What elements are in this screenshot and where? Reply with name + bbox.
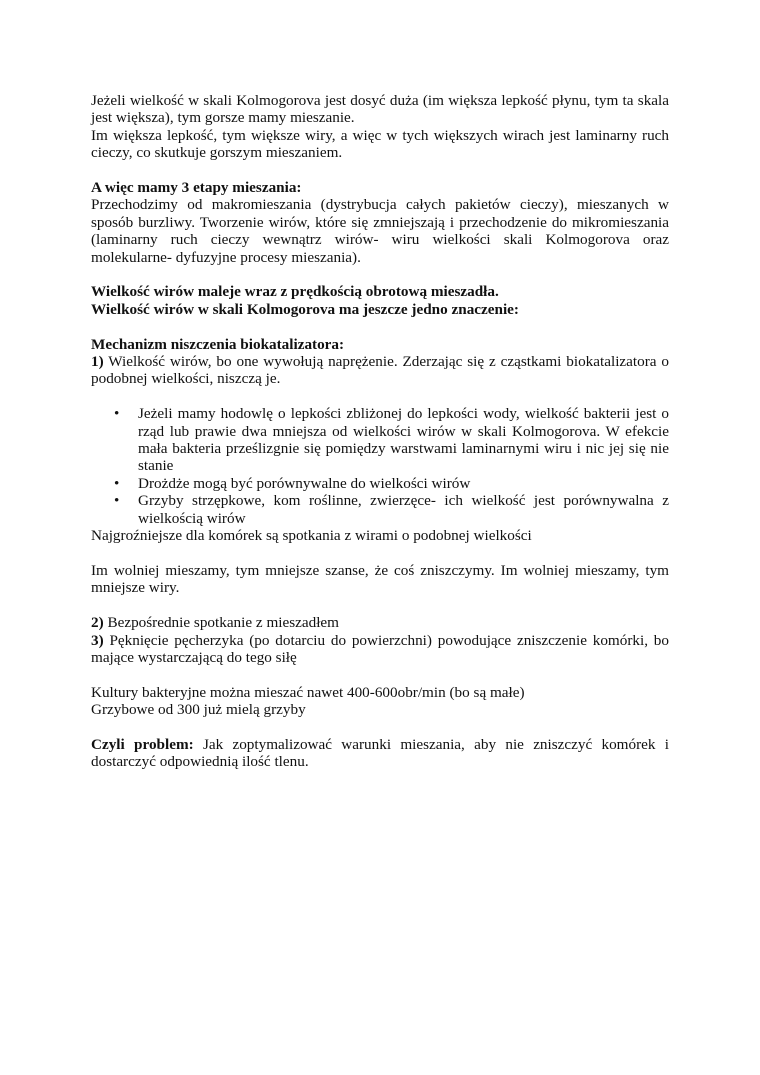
spacer [91,719,669,736]
stages-heading: A więc mamy 3 etapy mieszania: [91,179,302,197]
bold-statement-2: Wielkość wirów w skali Kolmogorova ma jeszcze jedno znaczenie: [91,300,519,318]
bullet-icon: • [114,405,120,423]
bullet-text: Drożdże mogą być porównywalne do wielkości wirów [138,474,471,492]
problem-text: Jak zoptymalizować warunki mieszania, aby nie zniszczyć komórek i dostarczyć odpowiednią ilość tlenu. [91,735,669,771]
bullet-list [91,405,669,527]
point-3-paragraph [91,632,669,667]
stages-paragraph: Przechodzimy od makromieszania (dystrybucja całych pakietów cieczy), mieszanych w sposób burzliwy. Tworzenie wirów, które się zmniejszają i przechodzenie do mikromieszania (laminarny ruch cieczy wewnątrz wirów- wiru wielkości skali Kolmogorova oraz molekularne- dyfuzyjne procesy mieszania). [91,196,669,266]
bacterial-cultures-line: Kultury bakteryjne można mieszać nawet 400-600obr/min (bo są małe) [91,683,525,701]
point-3-number: 3) [91,631,104,649]
problem-paragraph [91,736,669,771]
intro-paragraph-1: Jeżeli wielkość w skali Kolmogorova jest dosyć duża (im większa lepkość płynu, tym ta skala jest większa), tym gorsze mamy mieszanie. [91,92,669,127]
spacer [91,388,669,405]
intro-paragraph-2: Im większa lepkość, tym większe wiry, a więc w tych większych wirach jest laminarny ruch cieczy, co skutkuje gorszym mieszaniem. [91,126,669,162]
spacer [91,318,669,335]
bold-statement-1: Wielkość wirów maleje wraz z prędkością obrotową mieszadła. [91,283,499,301]
list-item [91,405,669,475]
list-item [91,492,669,527]
bullet-icon: • [114,492,120,510]
point-1-text: Wielkość wirów, bo one wywołują naprężenie. Zderzając się z cząstkami biokatalizatora o podobnej wielkości, niszczą je. [91,353,669,388]
bullet-text: Jeżeli mamy hodowlę o lepkości zbliżonej do lepkości wody, wielkość bakterii jest o rząd lub prawie dwa mniejsza od wielkości wirów w skali Kolmogorova. W efekcie mała bakteria prześlizgnie się pomiędzy warstwami laminarnymi wiru i nic jej się nie stanie [138,405,669,475]
most-dangerous-note: Najgroźniejsze dla komórek są spotkania z wirami o podobnej wielkości [91,527,532,545]
spacer [91,597,669,614]
slower-mixing-paragraph: Im wolniej mieszamy, tym mniejsze szanse, że coś zniszczymy. Im wolniej mieszamy, tym mniejsze wiry. [91,561,669,597]
point-2-paragraph [91,614,669,631]
list-item [91,475,669,492]
point-3-text: Pęknięcie pęcherzyka (po dotarciu do powierzchni) powodujące zniszczenie komórki, bo mające wystarczającą do tego siłę [91,631,669,666]
point-2-text: Bezpośrednie spotkanie z mieszadłem [103,614,339,632]
point-1-paragraph [91,353,669,388]
point-2-number: 2) [91,614,104,632]
spacer [91,162,669,179]
problem-label: Czyli problem: [91,735,194,753]
spacer [91,266,669,283]
spacer [91,545,669,562]
point-1-number: 1) [91,353,104,371]
fungal-cultures-line: Grzybowe od 300 już mielą grzyby [91,701,306,719]
document-body [91,92,669,771]
mechanism-heading: Mechanizm niszczenia biokatalizatora: [91,335,345,353]
spacer [91,666,669,683]
bullet-icon: • [114,474,120,492]
bullet-text: Grzyby strzępkowe, kom roślinne, zwierzęce- ich wielkość jest porównywalna z wielkością wirów [138,492,669,527]
